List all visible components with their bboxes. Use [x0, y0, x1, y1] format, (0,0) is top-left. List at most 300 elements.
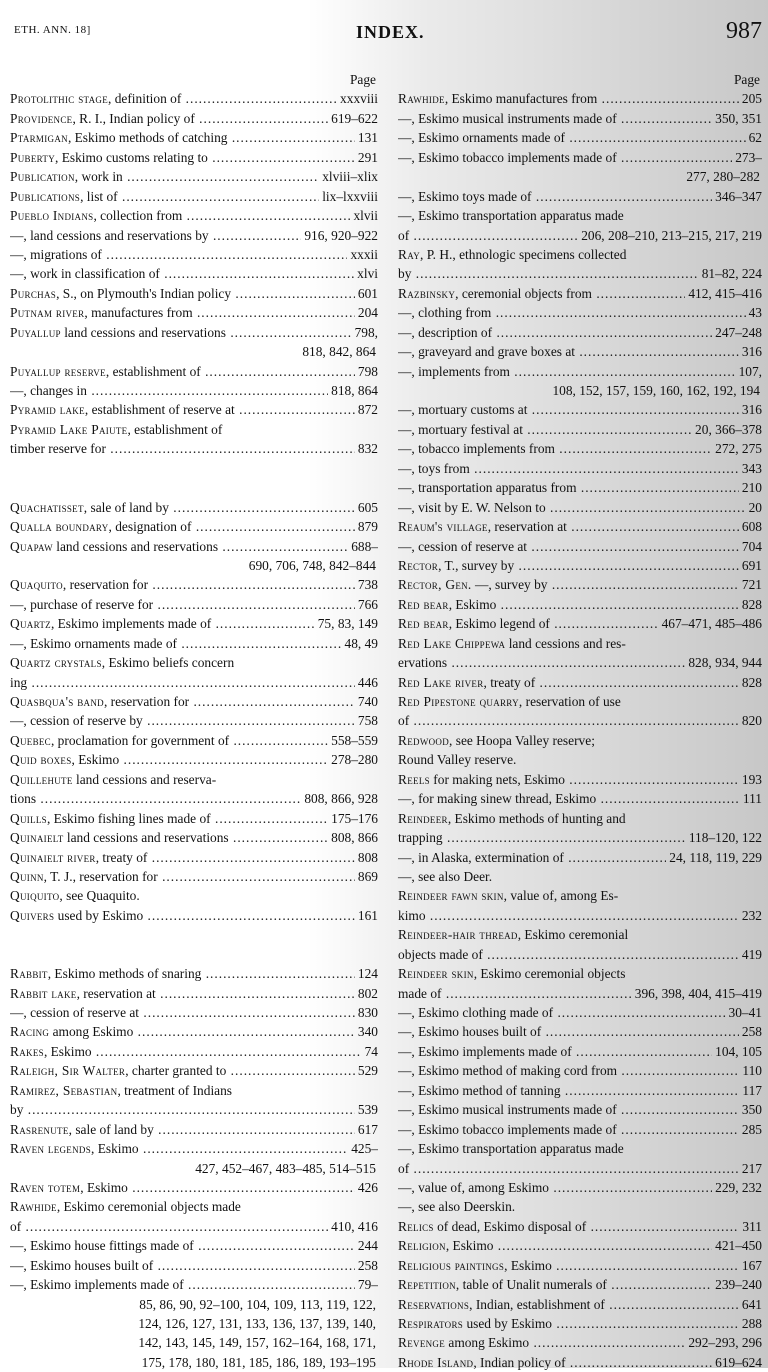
- index-entry: [398, 1022, 762, 1041]
- index-entry: [10, 984, 378, 1003]
- entry-text: —, Eskimo houses built of: [398, 1024, 542, 1040]
- entry-page-ref: 869: [357, 868, 378, 884]
- entry-text: , reservation at: [76, 985, 156, 1001]
- entry-heading: Rakes: [10, 1043, 44, 1059]
- entry-text: , Eskimo: [445, 1238, 494, 1254]
- entry-list: [398, 89, 762, 1372]
- entry-text: by: [10, 1102, 24, 1118]
- entry-text: —, Eskimo toys made of: [398, 188, 532, 204]
- entry-text: —, clothing from: [398, 305, 492, 321]
- index-entry: [10, 109, 378, 128]
- index-entry: [398, 420, 762, 439]
- index-entry: [10, 575, 378, 594]
- entry-heading: Redwood: [398, 732, 450, 748]
- index-entry-line: [10, 770, 378, 789]
- entry-heading: Racing: [10, 1024, 50, 1040]
- index-entry: [398, 673, 762, 692]
- index-entry: [10, 789, 378, 808]
- index-entry: [10, 245, 378, 264]
- entry-text: —, Eskimo ornaments made of: [398, 130, 565, 146]
- entry-heading: Pyramid Lake Paiute: [10, 421, 128, 437]
- index-entry: [398, 653, 762, 672]
- entry-page-ref: xlvii: [353, 208, 378, 224]
- entry-heading: Publication: [10, 169, 75, 185]
- index-entry: [398, 595, 762, 614]
- entry-page-ref: 421–450: [715, 1238, 762, 1254]
- entry-text: , establishment of: [127, 421, 223, 437]
- entry-text: , work in: [74, 169, 123, 185]
- index-entry: [10, 1003, 378, 1022]
- entry-text: , list of: [80, 188, 118, 204]
- entry-text: , S., on Plymouth's Indian policy: [56, 285, 232, 301]
- index-column-right: [398, 70, 762, 1372]
- index-entry: [398, 459, 762, 478]
- index-entry: [10, 187, 378, 206]
- entry-heading: Reindeer skin: [398, 966, 474, 982]
- index-entry: [398, 1061, 762, 1080]
- entry-text: —, Eskimo ornaments made of: [10, 635, 177, 651]
- index-entry-line: [10, 1081, 378, 1100]
- entry-page-ref: 311: [742, 1218, 762, 1234]
- index-entry-line: [398, 634, 762, 653]
- entry-heading: Rector, Gen.: [398, 577, 472, 593]
- entry-page-ref: 396, 398, 404, 415–419: [634, 985, 762, 1001]
- entry-page-ref: 832: [357, 441, 378, 457]
- index-entry: [398, 148, 762, 167]
- entry-page-ref: 48, 49: [344, 635, 378, 651]
- entry-page-ref: 193: [741, 771, 762, 787]
- entry-text: , Eskimo ceremonial objects made: [56, 1199, 241, 1215]
- entry-text: —, survey by: [471, 577, 548, 593]
- entry-heading: Ptarmigan: [10, 130, 68, 146]
- index-entry-line: [10, 886, 378, 905]
- entry-page-ref: xxxviii: [340, 91, 378, 107]
- index-entry: [10, 1139, 378, 1158]
- index-entry: [398, 1295, 762, 1314]
- entry-heading: Reels: [398, 771, 430, 787]
- entry-heading: Quapaw: [10, 538, 53, 554]
- entry-text: —, migrations of: [10, 246, 102, 262]
- index-entry: [10, 1236, 378, 1255]
- index-entry: [398, 1353, 762, 1372]
- entry-page-ref: 828: [741, 596, 762, 612]
- index-entry: [10, 1178, 378, 1197]
- entry-page-ref: 818, 864: [331, 383, 378, 399]
- entry-list: [10, 89, 378, 1372]
- entry-page-continuation: [10, 1333, 378, 1352]
- entry-text: —, Eskimo tobacco implements made of: [398, 149, 617, 165]
- entry-page-ref: 175–176: [331, 810, 378, 826]
- index-entry: [398, 284, 762, 303]
- index-entry: [10, 128, 378, 147]
- index-entry-line: [398, 245, 762, 264]
- entry-text: , Eskimo methods of snaring: [47, 966, 202, 982]
- entry-page-continuation: [10, 1314, 378, 1333]
- entry-heading: Qualla boundary: [10, 519, 109, 535]
- entry-page-ref: 24, 118, 119, 229: [669, 849, 762, 865]
- entry-page-ref: 74: [364, 1043, 378, 1059]
- entry-text: , reservation for: [103, 694, 190, 710]
- index-entry: [10, 1275, 378, 1294]
- index-entry: [398, 89, 762, 108]
- entry-text: , value of, among Es-: [503, 888, 619, 904]
- entry-page-ref: 539: [357, 1102, 378, 1118]
- entry-text: among Eskimo: [49, 1024, 134, 1040]
- entry-text: used by Eskimo: [463, 1316, 552, 1332]
- entry-page-ref: 721: [741, 577, 762, 593]
- entry-text: , Eskimo: [71, 752, 120, 768]
- index-entry: [10, 226, 378, 245]
- index-entry: [10, 1022, 378, 1041]
- entry-text: , Eskimo implements made of: [50, 616, 212, 632]
- entry-text: —, Eskimo transportation apparatus made: [398, 208, 624, 224]
- index-entry: [398, 323, 762, 342]
- index-entry-line: [398, 731, 762, 750]
- entry-text: —, Eskimo implements made of: [10, 1277, 184, 1293]
- index-entry: [398, 1314, 762, 1333]
- entry-text: , reservation for: [62, 577, 149, 593]
- entry-text: , Indian, establishment of: [469, 1296, 605, 1312]
- entry-heading: Puyallup: [10, 324, 61, 340]
- index-entry: [10, 206, 378, 225]
- entry-page-ref: 608: [741, 519, 762, 535]
- entry-text: , Eskimo methods of hunting and: [447, 810, 626, 826]
- entry-text: land cessions and res-: [505, 635, 626, 651]
- index-entry: [10, 614, 378, 633]
- index-entry-line: [10, 653, 378, 672]
- entry-page-ref: 340: [357, 1024, 378, 1040]
- entry-text: of: [398, 227, 410, 243]
- entry-text: —, see also Deer.: [398, 868, 493, 884]
- entry-text: objects made of: [398, 946, 483, 962]
- entry-text: Round Valley reserve.: [398, 752, 517, 768]
- index-entry: [10, 634, 378, 653]
- entry-heading: Quills: [10, 810, 47, 826]
- entry-page-ref: 916, 920–922: [304, 227, 378, 243]
- entry-text: , Eskimo customs relating to: [55, 149, 208, 165]
- entry-text: —, Eskimo transportation apparatus made: [398, 1141, 624, 1157]
- entry-page-ref: 828, 934, 944: [688, 655, 762, 671]
- index-entry: [10, 1217, 378, 1236]
- index-entry: [398, 498, 762, 517]
- entry-text: —, cession of reserve by: [10, 713, 143, 729]
- entry-page-ref: 558–559: [331, 732, 378, 748]
- entry-page-continuation: [10, 1353, 378, 1372]
- entry-page-ref: 79–: [357, 1277, 378, 1293]
- index-entry-line: [398, 809, 762, 828]
- index-entry: [10, 906, 378, 925]
- entry-text: 277, 280–282: [686, 169, 760, 185]
- entry-text: —, transportation apparatus from: [398, 480, 577, 496]
- entry-page-ref: 446: [357, 674, 378, 690]
- entry-page-ref: 75, 83, 149: [317, 616, 378, 632]
- entry-page-ref: xxxii: [350, 246, 378, 262]
- entry-page-ref: 688–: [351, 538, 378, 554]
- entry-page-ref: 204: [357, 305, 378, 321]
- entry-text: , Eskimo ceremonial objects: [473, 966, 626, 982]
- entry-heading: Protolithic stage: [10, 91, 109, 107]
- entry-page-ref: 316: [741, 402, 762, 418]
- entry-text: , T., survey by: [438, 557, 515, 573]
- index-entry-line: [10, 1197, 378, 1216]
- index-entry: [398, 1178, 762, 1197]
- entry-page-ref: 288: [741, 1316, 762, 1332]
- entry-heading: Quasbqua's band: [10, 694, 104, 710]
- entry-text: , Eskimo manufactures from: [444, 91, 598, 107]
- entry-page-ref: 292–293, 296: [688, 1335, 762, 1351]
- index-entry: [10, 323, 378, 342]
- entry-page-ref: 619–624: [715, 1354, 762, 1370]
- index-entry: [398, 1275, 762, 1294]
- index-entry-line: [398, 1139, 762, 1158]
- entry-page-ref: 808: [357, 849, 378, 865]
- entry-page-ref: 343: [741, 460, 762, 476]
- entry-text: —, changes in: [10, 383, 87, 399]
- index-entry: [398, 906, 762, 925]
- entry-heading: Rhode Island: [398, 1354, 474, 1370]
- entry-text: , Eskimo: [43, 1043, 92, 1059]
- entry-page-ref: 118–120, 122: [688, 830, 762, 846]
- entry-text: , reservation of use: [518, 694, 621, 710]
- entry-heading: Quiquito: [10, 888, 60, 904]
- entry-text: —, Eskimo method of tanning: [398, 1082, 561, 1098]
- entry-text: land cessions and reservations: [52, 538, 219, 554]
- entry-text: , manufactures from: [84, 305, 193, 321]
- entry-heading: Quartz: [10, 616, 51, 632]
- entry-text: of: [398, 1160, 410, 1176]
- entry-text: 690, 706, 748, 842–844: [248, 557, 376, 573]
- index-entry: [398, 1333, 762, 1352]
- section-gap: [10, 459, 378, 478]
- index-entry: [398, 1256, 762, 1275]
- entry-page-continuation: [398, 381, 762, 400]
- entry-text: kimo: [398, 907, 426, 923]
- entry-text: 108, 152, 157, 159, 160, 162, 192, 194: [552, 383, 760, 399]
- entry-heading: Quinaielt river: [10, 849, 96, 865]
- entry-text: , ceremonial objects from: [455, 285, 592, 301]
- index-entry: [398, 1081, 762, 1100]
- index-entry: [398, 711, 762, 730]
- entry-text: , P. H., ethnologic specimens collected: [420, 246, 627, 262]
- index-entry: [10, 381, 378, 400]
- entry-text: —, cession of reserve at: [10, 1005, 140, 1021]
- entry-page-ref: 258: [357, 1257, 378, 1273]
- entry-text: —, for making sinew thread, Eskimo: [398, 791, 597, 807]
- page-column-label: Page: [733, 72, 760, 87]
- entry-heading: Rabbit: [10, 966, 48, 982]
- entry-page-ref: 131: [357, 130, 378, 146]
- entry-heading: Raven legends: [10, 1141, 92, 1157]
- entry-text: , Eskimo: [504, 1257, 552, 1273]
- entry-page-ref: 285: [741, 1121, 762, 1137]
- entry-heading: Red bear: [398, 616, 449, 632]
- index-entry: [398, 556, 762, 575]
- entry-page-ref: 740: [357, 694, 378, 710]
- entry-text: —, purchase of reserve for: [10, 596, 154, 612]
- entry-heading: Relics: [398, 1218, 434, 1234]
- entry-text: , treaty of: [95, 849, 148, 865]
- index-entry: [398, 187, 762, 206]
- entry-heading: Raleigh, Sir Walter: [10, 1063, 126, 1079]
- entry-text: , see Hoopa Valley reserve;: [449, 732, 595, 748]
- entry-text: , collection from: [93, 208, 183, 224]
- entry-heading: Ramirez, Sebastian: [10, 1082, 118, 1098]
- entry-page-ref: 232: [741, 907, 762, 923]
- entry-text: , establishment of: [105, 363, 201, 379]
- entry-text: , Indian policy of: [473, 1354, 566, 1370]
- entry-text: 175, 178, 180, 181, 185, 186, 189, 193–195: [141, 1354, 376, 1370]
- entry-heading: Publications: [10, 188, 81, 204]
- index-entry-line: [398, 692, 762, 711]
- entry-text: —, toys from: [398, 460, 470, 476]
- index-entry-line: [398, 750, 762, 769]
- entry-text: —, graveyard and grave boxes at: [398, 344, 575, 360]
- index-column-left: [10, 70, 378, 1372]
- index-entry: [10, 303, 378, 322]
- index-entry: [398, 614, 762, 633]
- index-entry: [398, 1042, 762, 1061]
- entry-text: —, implements from: [398, 363, 510, 379]
- entry-heading: Red Lake Chippewa: [398, 635, 506, 651]
- entry-text: 427, 452–467, 483–485, 514–515: [195, 1160, 376, 1176]
- entry-page-ref: xlvi: [357, 266, 378, 282]
- index-entry: [10, 439, 378, 458]
- entry-heading: Razbinsky: [398, 285, 456, 301]
- entry-text: ervations: [398, 655, 448, 671]
- entry-heading: Putnam river: [10, 305, 85, 321]
- index-entry: [398, 342, 762, 361]
- entry-heading: Purchas: [10, 285, 57, 301]
- entry-page-ref: 247–248: [715, 324, 762, 340]
- entry-page-ref: 124: [357, 966, 378, 982]
- entry-heading: Puyallup reserve: [10, 363, 106, 379]
- entry-text: for making nets, Eskimo: [429, 771, 565, 787]
- entry-heading: Revenge: [398, 1335, 446, 1351]
- entry-page-ref: 766: [357, 596, 378, 612]
- index-entry: [10, 498, 378, 517]
- entry-text: , Eskimo: [91, 1141, 139, 1157]
- entry-page-ref: 107,: [738, 363, 762, 379]
- entry-text: —, work in classification of: [10, 266, 160, 282]
- entry-text: land cessions and reservations: [60, 324, 226, 340]
- entry-heading: Red bear: [398, 596, 449, 612]
- entry-page-ref: 808, 866, 928: [304, 791, 378, 807]
- index-entry: [10, 400, 378, 419]
- entry-heading: Quivers: [10, 907, 55, 923]
- index-entry: [10, 517, 378, 536]
- entry-text: made of: [398, 985, 442, 1001]
- entry-heading: Puberty: [10, 149, 56, 165]
- entry-page-ref: 350: [741, 1102, 762, 1118]
- entry-text: , definition of: [108, 91, 182, 107]
- entry-page-ref: 244: [357, 1238, 378, 1254]
- entry-heading: Quinn: [10, 868, 44, 884]
- index-entry: [10, 1256, 378, 1275]
- entry-text: , sale of land by: [83, 499, 169, 515]
- entry-page-ref: 704: [741, 538, 762, 554]
- entry-page-ref: 619–622: [331, 110, 378, 126]
- index-entry: [398, 264, 762, 283]
- entry-heading: Rawhide: [398, 91, 445, 107]
- index-entry: [398, 575, 762, 594]
- entry-text: , treaty of: [483, 674, 536, 690]
- entry-text: —, mortuary festival at: [398, 421, 523, 437]
- entry-page-ref: 820: [741, 713, 762, 729]
- entry-page-ref: 601: [357, 285, 378, 301]
- running-head-title: INDEX.: [356, 22, 425, 42]
- entry-text: , Eskimo methods of catching: [67, 130, 228, 146]
- index-entry: [398, 362, 762, 381]
- entry-heading: Rabbit lake: [10, 985, 77, 1001]
- entry-text: , Eskimo fishing lines made of: [46, 810, 211, 826]
- entry-text: , reservation at: [487, 519, 567, 535]
- index-entry: [398, 984, 762, 1003]
- entry-page-ref: 426: [357, 1179, 378, 1195]
- entry-heading: Rawhide: [10, 1199, 57, 1215]
- entry-page-ref: 291: [357, 149, 378, 165]
- entry-page-ref: 691: [741, 557, 762, 573]
- entry-page-ref: 872: [357, 402, 378, 418]
- index-entry: [398, 517, 762, 536]
- entry-page-ref: 529: [357, 1063, 378, 1079]
- entry-text: land cessions and reservations: [63, 830, 229, 846]
- index-entry: [10, 89, 378, 108]
- entry-text: among Eskimo: [445, 1335, 530, 1351]
- entry-text: , Eskimo ceremonial: [517, 927, 629, 943]
- entry-page-ref: 617: [357, 1121, 378, 1137]
- index-entry: [398, 439, 762, 458]
- entry-heading: Reservations: [398, 1296, 470, 1312]
- index-entry: [10, 731, 378, 750]
- index-entry: [398, 1159, 762, 1178]
- index-entry: [398, 303, 762, 322]
- index-entry: [10, 537, 378, 556]
- entry-text: , see Quaquito.: [59, 888, 140, 904]
- entry-heading: Raven totem: [10, 1179, 81, 1195]
- entry-heading: Quillehute: [10, 771, 73, 787]
- index-entry: [398, 848, 762, 867]
- entry-text: —, description of: [398, 324, 493, 340]
- index-entry: [398, 1236, 762, 1255]
- entry-page-continuation: [398, 167, 762, 186]
- entry-page-ref: 161: [357, 907, 378, 923]
- index-entry: [10, 1061, 378, 1080]
- index-entry: [398, 226, 762, 245]
- entry-page-ref: 229, 232: [715, 1179, 762, 1195]
- entry-text: , table of Unalit numerals of: [455, 1277, 607, 1293]
- entry-page-ref: 117: [742, 1082, 762, 1098]
- entry-text: , Eskimo beliefs concern: [101, 655, 235, 671]
- entry-page-ref: 20: [748, 499, 762, 515]
- entry-page-ref: 62: [748, 130, 762, 146]
- entry-heading: Quinaielt: [10, 830, 64, 846]
- entry-page-ref: 316: [741, 344, 762, 360]
- entry-text: of: [10, 1218, 22, 1234]
- section-gap: [10, 478, 378, 497]
- entry-text: —, tobacco implements from: [398, 441, 555, 457]
- entry-page-ref: 419: [741, 946, 762, 962]
- entry-page-ref: 641: [741, 1296, 762, 1312]
- entry-page-ref: 346–347: [715, 188, 762, 204]
- index-entry: [10, 867, 378, 886]
- entry-page-ref: 205: [741, 91, 762, 107]
- index-entry: [10, 711, 378, 730]
- index-entry: [10, 828, 378, 847]
- entry-page-ref: 828: [741, 674, 762, 690]
- index-entry: [398, 400, 762, 419]
- entry-text: of dead, Eskimo disposal of: [433, 1218, 587, 1234]
- entry-text: 85, 86, 90, 92–100, 104, 109, 113, 119, 122,: [139, 1296, 376, 1312]
